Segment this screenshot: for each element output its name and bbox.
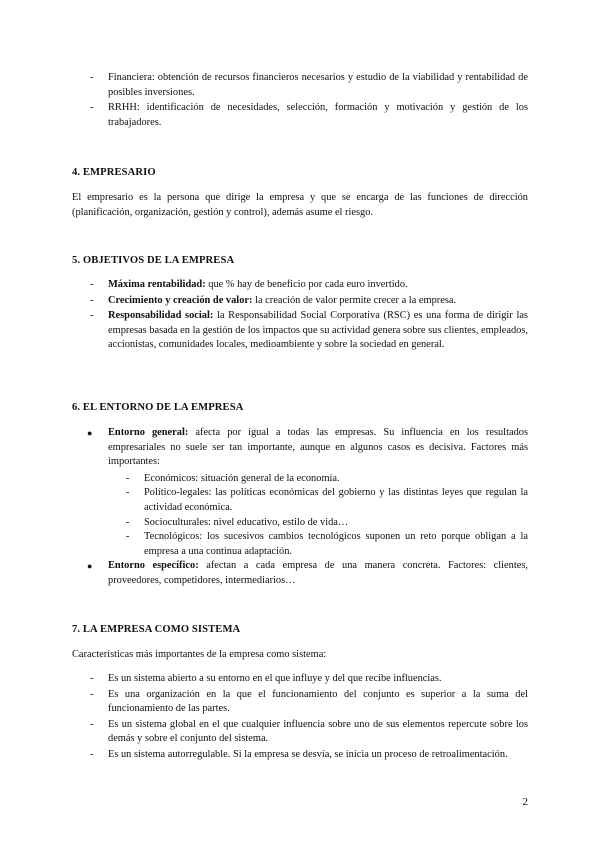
factors-list bbox=[108, 472, 528, 560]
list-item: - RRHH: identificación de necesidades, selección, formación y motivación y gestión de los trabajadores. bbox=[72, 101, 528, 130]
list-item bbox=[72, 309, 528, 353]
section-7-intro: Características más importantes de la empresa como sistema: bbox=[72, 649, 327, 660]
objective-text: la Responsabilidad Social Corporativa (RSC) es una forma de dirigir las empresas basada en la gestión de los impactos que su actividad genera sobre sus clientes, empleados, accionistas, comunidades locales, medioambiente y sobre la sociedad en general. bbox=[108, 310, 528, 351]
environment-list bbox=[72, 426, 528, 589]
list-item bbox=[72, 426, 528, 559]
list-item: - Tecnológicos: los sucesivos cambios tecnológicos suponen un reto porque obligan a la empresa a una continua adaptación. bbox=[72, 530, 528, 559]
objective-term: Máxima rentabilidad: bbox=[108, 279, 206, 290]
environment-text: afecta por igual a todas las empresas. Su influencia en los resultados empresariales no suele ser tan importante, aunque en algunos casos es decisiva. Factores más importantes: bbox=[108, 427, 528, 468]
list-item: - Es un sistema autorregulable. Si la empresa se desvía, se inicia un proceso de retroalimentación. bbox=[72, 748, 528, 763]
bullet-icon: ● bbox=[87, 561, 93, 572]
environment-term: Entorno general: bbox=[108, 427, 189, 438]
list-item: - Económicos: situación general de la economía. bbox=[72, 472, 528, 487]
environment-text: afectan a cada empresa de una manera concreta. Factores: clientes, proveedores, competidores, intermediarios… bbox=[108, 560, 529, 586]
objective-term: Crecimiento y creación de valor: bbox=[108, 294, 253, 306]
environment-term: Entorno específico: bbox=[108, 560, 199, 572]
system-list bbox=[72, 672, 528, 764]
list-item bbox=[72, 278, 528, 293]
list-item bbox=[72, 559, 528, 588]
list-item: - Es un sistema abierto a su entorno en el que influye y del que recibe influencias. bbox=[72, 672, 528, 687]
objectives-list bbox=[72, 278, 528, 354]
page-number: 2 bbox=[522, 796, 528, 808]
section-5-heading: 5. OBJETIVOS DE LA EMPRESA bbox=[72, 255, 235, 266]
list-item: - Es una organización en la que el funcionamiento del conjunto es superior a la suma del funcionamiento de las partes. bbox=[72, 688, 528, 717]
list-item: - Político-legales: las políticas económicas del gobierno y las distintas leyes que regulan la actividad económica. bbox=[72, 486, 528, 515]
section-4-heading: 4. EMPRESARIO bbox=[72, 167, 156, 178]
list-item: - Financiera: obtención de recursos financieros necesarios y estudio de la viabilidad y rentabilidad de posibles inversiones. bbox=[72, 71, 528, 100]
functions-list bbox=[72, 71, 528, 131]
section-4-paragraph: El empresario es la persona que dirige la empresa y que se encarga de las funciones de dirección (planificación, organización, gestión y control), además asume el riesgo. bbox=[72, 192, 528, 218]
objective-text: que % hay de beneficio por cada euro invertido. bbox=[205, 279, 408, 290]
list-item: - Socioculturales: nivel educativo, estilo de vida… bbox=[72, 516, 528, 531]
bullet-icon: ● bbox=[87, 428, 93, 438]
objective-term: Responsabilidad social: bbox=[108, 310, 214, 322]
list-item bbox=[72, 294, 528, 309]
section-6-heading: 6. EL ENTORNO DE LA EMPRESA bbox=[72, 402, 244, 413]
list-item: - Es un sistema global en el que cualquier influencia sobre uno de sus elementos repercute sobre los demás y sobre el conjunto del sistema. bbox=[72, 718, 528, 747]
objective-text: la creación de valor permite crecer a la empresa. bbox=[252, 294, 457, 306]
section-7-heading: 7. LA EMPRESA COMO SISTEMA bbox=[72, 624, 241, 635]
